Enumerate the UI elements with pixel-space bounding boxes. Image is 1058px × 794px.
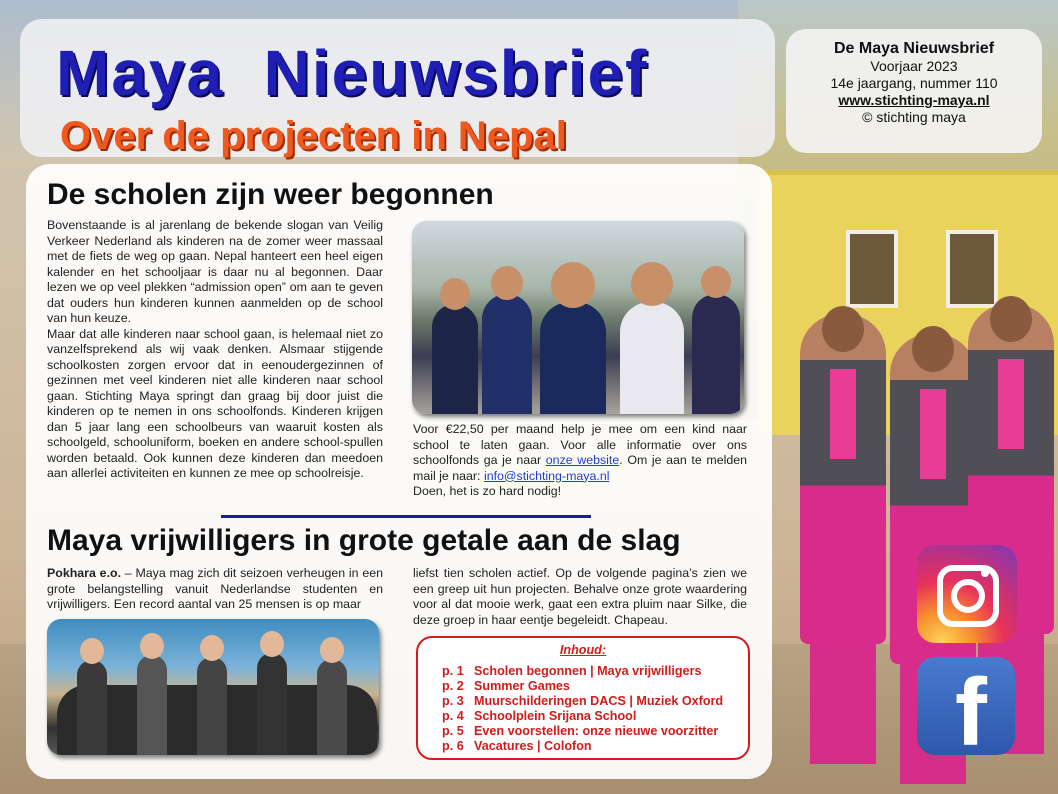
article-heading-volunteers: Maya vrijwilligers in grote getale aan de slag xyxy=(47,524,681,557)
article-schools-column-2: Voor €22,50 per maand help je mee om een kind naar school te laten gaan. Voor alle informatie over ons schoolfonds ga je naar onze website. Om je aan te melden mail je naar: info@stichting-maya.nl Doen, het is zo hard nodig! xyxy=(413,422,748,498)
newsletter-subtitle: Over de projecten in Nepal xyxy=(60,114,567,158)
contents-item[interactable]: p. 3 Muurschilderingen DACS | Muziek Oxford xyxy=(442,694,724,708)
website-link[interactable]: onze website xyxy=(545,453,620,467)
copyright: © stichting maya xyxy=(862,109,966,125)
schoolchildren-photo xyxy=(412,221,744,414)
newsletter-name: De Maya Nieuwsbrief xyxy=(833,40,995,57)
table-of-contents xyxy=(416,636,750,760)
contents-item[interactable]: p. 1 Scholen begonnen | Maya vrijwilligers xyxy=(442,664,702,678)
instagram-icon[interactable] xyxy=(917,545,1017,643)
facebook-icon[interactable] xyxy=(917,657,1015,766)
contents-item[interactable]: p. 4 Schoolplein Srijana School xyxy=(442,709,637,723)
article-heading-schools: De scholen zijn weer begonnen xyxy=(47,178,494,211)
article-volunteers-column-1: Pokhara e.o. – Maya mag zich dit seizoen verheugen in een grote belangstelling vanuit Nederlandse studenten en vrijwilligers. Een record aantal van 25 mensen is op maar xyxy=(47,566,384,611)
contents-item[interactable]: p. 6 Vacatures | Colofon xyxy=(442,739,592,753)
issue-info-box xyxy=(786,29,1042,153)
section-divider xyxy=(221,515,591,518)
issue-number: 14e jaargang, nummer 110 xyxy=(830,75,998,91)
facebook-f-glyph: f xyxy=(955,659,987,766)
contents-item[interactable]: p. 5 Even voorstellen: onze nieuwe voorzitter xyxy=(442,724,719,738)
article-volunteers-column-2: liefst tien scholen actief. Op de volgende pagina’s zien we een greep uit hun projecten. Behalve onze grote waardering voor al dat mooie werk, gaat een extra pluim naar Silke, die deze groep in haar eentje begeleidt. Chapeau. xyxy=(413,566,747,627)
website-link[interactable]: www.stichting-maya.nl xyxy=(838,92,990,108)
issue-season: Voorjaar 2023 xyxy=(870,58,958,74)
contents-title: Inhoud: xyxy=(559,643,607,657)
volunteers-group-photo xyxy=(47,619,379,755)
email-link[interactable]: info@stichting-maya.nl xyxy=(483,468,610,483)
paragraph: Maar dat alle kinderen naar school gaan, is helemaal niet zo vanzelfsprekend als wij vaak denken. Alsmaar stijgende schoolkosten zorgen ervoor dat in eenoudergezinnen of gezinnen met veel kinderen niet alle kinderen naar school gaan. Stichting Maya springt dan graag bij door juist die kinderen op te nemen in ons schoolfonds. Kinderen krijgen dan 5 jaar lang een schoolbeurs van waaruit kosten als schoolgeld, schooluniform, boeken en andere school-spullen worden betaald. Ook kunnen deze kinderen dan meedoen aan allerlei activiteiten en kunnen ze mee op schoolreisje. xyxy=(47,326,383,480)
masthead xyxy=(20,19,775,157)
paragraph: Bovenstaande is al jarenlang de bekende slogan van Veilig Verkeer Nederland als kinderen na de zomer weer massaal met de fiets de weg op gaan. Nepal hanteert een heel eigen kalender en het schooljaar is daar nu al begonnen. Daar lezen we op veel plekken “admission open” om aan te geven dat ouders hun kinderen kunnen aanmelden op de school van hun keuze. xyxy=(47,218,383,325)
article-schools-column-1 xyxy=(47,218,383,482)
contents-item[interactable]: p. 2 Summer Games xyxy=(442,679,570,693)
newsletter-title: Maya Nieuwsbrief xyxy=(56,37,649,109)
teacher-figure xyxy=(800,314,886,644)
dateline: Pokhara e.o. xyxy=(47,566,122,580)
